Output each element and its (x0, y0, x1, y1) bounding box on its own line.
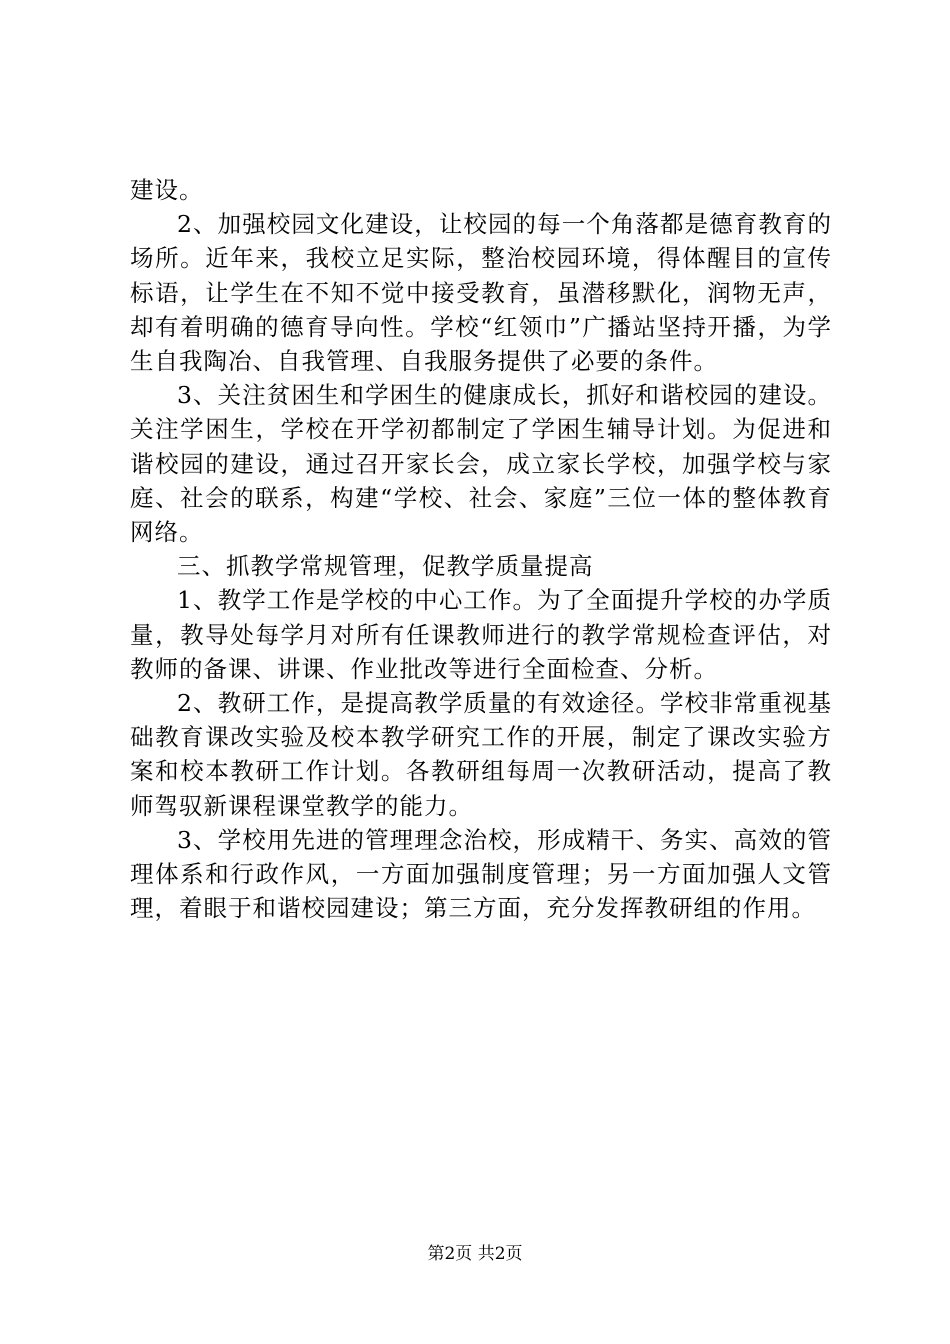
paragraph-continuation: 建设。 (130, 176, 204, 204)
paragraph-campus-culture: 2、加强校园文化建设，让校园的每一个角落都是德育教育的场所。近年来，我校立足实际，整治校园环境，得体醒目的宣传标语，让学生在不知不觉中接受教育，虽潜移默化，润物无声，却有着明确的德育导向性。学校“红领巾”广播站坚持开播，为学生自我陶冶、自我管理、自我服务提供了必要的条件。 (130, 210, 832, 376)
paragraph-management-philosophy: 3、学校用先进的管理理念治校，形成精干、务实、高效的管理体系和行政作风，一方面加强制度管理；另一方面加强人文管理，着眼于和谐校园建设；第三方面，充分发挥教研组的作用。 (130, 825, 832, 923)
page-number-footer: 第2页 共2页 (427, 1244, 523, 1264)
section-heading-teaching-management: 三、抓教学常规管理，促教学质量提高 (177, 552, 594, 581)
paragraph-teaching-work: 1、教学工作是学校的中心工作。为了全面提升学校的办学质量，教导处每学月对所有任课教师进行的教学常规检查评估，对教师的备课、讲课、作业批改等进行全面检查、分析。 (130, 586, 832, 683)
paragraph-teaching-research: 2、教研工作，是提高教学质量的有效途径。学校非常重视基础教育课改实验及校本教学研究工作的开展，制定了课改实验方案和校本教研工作计划。各教研组每周一次教研活动，提高了教师驾驭新课程课堂教学的能力。 (130, 689, 832, 820)
document-body (130, 173, 832, 925)
paragraph-student-care: 3、关注贫困生和学困生的健康成长，抓好和谐校园的建设。关注学困生，学校在开学初都制定了学困生辅导计划。为促进和谐校园的建设，通过召开家长会，成立家长学校，加强学校与家庭、社会的联系，构建“学校、社会、家庭”三位一体的整体教育网络。 (130, 381, 832, 547)
